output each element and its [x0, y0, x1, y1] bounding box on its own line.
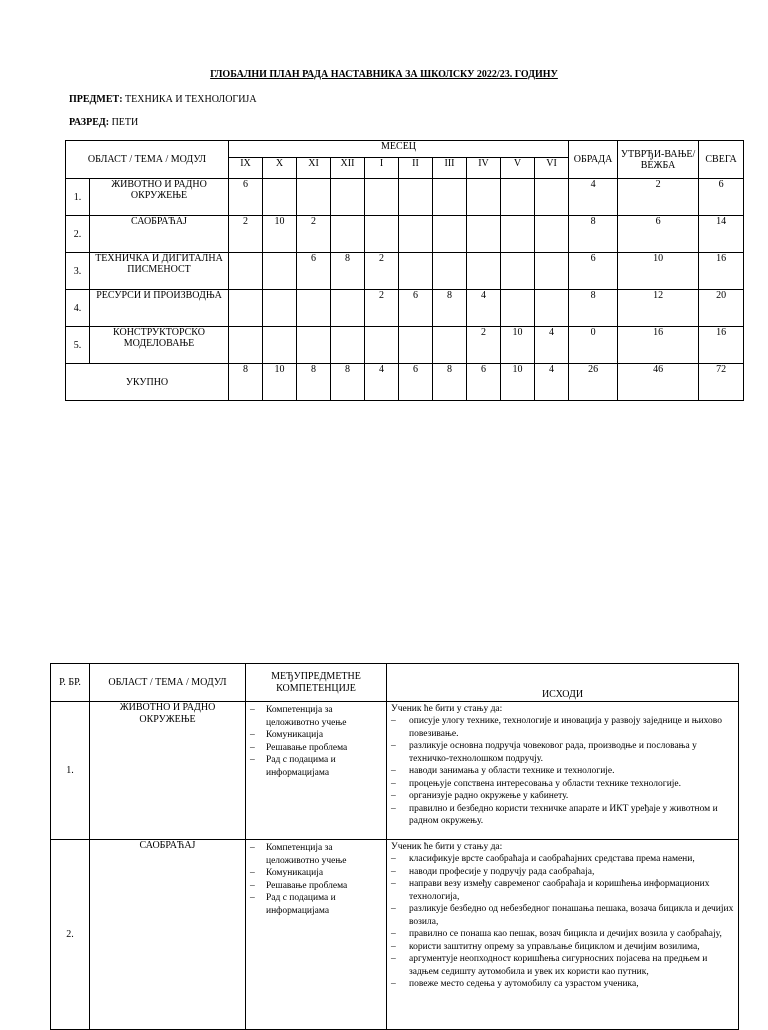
month-total-cell: 8 — [331, 364, 365, 401]
obrada-cell: 4 — [569, 179, 618, 216]
month-cell — [263, 253, 297, 290]
utvr-cell: 12 — [618, 290, 699, 327]
obrada-total-cell: 26 — [569, 364, 618, 401]
total-cell: 14 — [699, 216, 744, 253]
month-header-cell: III — [433, 158, 467, 179]
month-total-cell: 8 — [229, 364, 263, 401]
area-cell: САОБРАЋАЈ — [90, 840, 246, 1030]
month-cell — [297, 290, 331, 327]
utvr-total-cell: 46 — [618, 364, 699, 401]
month-cell — [365, 327, 399, 364]
competence-item: – Рад с подацима и информацијама — [250, 892, 384, 917]
area-cell: ТЕХНИЧКА И ДИГИТАЛНА ПИСМЕНОСТ — [90, 253, 229, 290]
obrada-cell: 8 — [569, 216, 618, 253]
month-cell — [399, 327, 433, 364]
month-cell — [365, 179, 399, 216]
utvr-header: УТВРЂИ-ВАЊЕ/ВЕЖБА — [618, 141, 699, 179]
document-title: ГЛОБАЛНИ ПЛАН РАДА НАСТАВНИКА ЗА ШКОЛСКУ 2022/23. ГОДИНУ — [210, 69, 558, 80]
area-cell: РЕСУРСИ И ПРОИЗВОДЊА — [90, 290, 229, 327]
month-header-cell: II — [399, 158, 433, 179]
grand-total-cell: 72 — [699, 364, 744, 401]
competence-item: – Решавање проблема — [250, 742, 384, 755]
month-cell: 8 — [433, 290, 467, 327]
totals-label: УКУПНО — [66, 364, 229, 401]
month-cell: 2 — [365, 253, 399, 290]
area-cell: ЖИВОТНО И РАДНО ОКРУЖЕЊЕ — [90, 179, 229, 216]
month-cell — [331, 290, 365, 327]
subject-label: ПРЕДМЕТ: — [69, 94, 123, 105]
month-cell — [535, 216, 569, 253]
competence-item: – Комуникација — [250, 729, 384, 742]
competences-list — [250, 704, 384, 779]
competences-header: МЕЂУПРЕДМЕТНЕ КОМПЕТЕНЦИЈЕ — [246, 664, 387, 702]
total-header: СВЕГА — [699, 141, 744, 179]
month-header-cell: VI — [535, 158, 569, 179]
month-total-cell: 4 — [365, 364, 399, 401]
outcome-item: – правилно и безбедно користи техничке апарате и ИКТ уређаје у животном и радном окружењу. — [391, 803, 734, 828]
month-total-cell: 10 — [263, 364, 297, 401]
month-cell: 2 — [297, 216, 331, 253]
outcome-item: – разликује безбедно од небезбедног понашања пешака, возача бицикла и дечијих возила, — [391, 903, 734, 928]
month-total-cell: 6 — [467, 364, 501, 401]
month-cell: 4 — [535, 327, 569, 364]
outcome-item: – користи заштитну опрему за управљање бициклом и дечијим возилима, — [391, 941, 734, 954]
plan-table — [65, 140, 744, 401]
month-cell — [535, 179, 569, 216]
obrada-cell: 0 — [569, 327, 618, 364]
row-number: 4. — [66, 290, 90, 327]
utvr-cell: 2 — [618, 179, 699, 216]
month-cell — [399, 216, 433, 253]
month-header-cell: XII — [331, 158, 365, 179]
utvr-cell: 6 — [618, 216, 699, 253]
outcome-item: – разликује основна подручја човековог рада, производње и пословања у техничко-технолошком подручју. — [391, 740, 734, 765]
month-cell — [229, 290, 263, 327]
month-cell: 4 — [467, 290, 501, 327]
month-cell — [467, 253, 501, 290]
competence-item: – Комуникација — [250, 867, 384, 880]
month-header-cell: I — [365, 158, 399, 179]
outcomes-list — [391, 853, 734, 991]
area-header: ОБЛАСТ / ТЕМА / МОДУЛ — [90, 664, 246, 702]
outcome-item: – правилно се понаша као пешак, возач бицикла и дечијих возила у саобраћају, — [391, 928, 734, 941]
no-header: Р. БР. — [51, 664, 90, 702]
month-cell: 2 — [229, 216, 263, 253]
month-total-cell: 10 — [501, 364, 535, 401]
month-cell — [535, 253, 569, 290]
month-header-cell: XI — [297, 158, 331, 179]
row-number: 1. — [51, 702, 90, 840]
competences-list — [250, 842, 384, 917]
utvr-cell: 16 — [618, 327, 699, 364]
competences-cell — [246, 702, 387, 840]
outcome-item: – класификује врсте саобраћаја и саобраћајних средстава према намени, — [391, 853, 734, 866]
outcomes-cell — [387, 840, 739, 1030]
month-cell — [297, 179, 331, 216]
outcome-item: – аргументује неопходност коришћења сигурносних појасева на предњем и задњем седишту аутомобила и увек их користи као путник, — [391, 953, 734, 978]
month-cell: 10 — [501, 327, 535, 364]
row-number: 2. — [51, 840, 90, 1030]
month-cell — [331, 216, 365, 253]
row-number: 3. — [66, 253, 90, 290]
competences-cell — [246, 840, 387, 1030]
month-cell — [501, 290, 535, 327]
month-header-cell: X — [263, 158, 297, 179]
month-cell — [229, 327, 263, 364]
month-cell — [229, 253, 263, 290]
obrada-cell: 8 — [569, 290, 618, 327]
month-total-cell: 4 — [535, 364, 569, 401]
month-cell: 10 — [263, 216, 297, 253]
outcomes-header: ИСХОДИ — [387, 664, 739, 702]
month-cell — [433, 327, 467, 364]
month-header-cell: V — [501, 158, 535, 179]
month-cell — [263, 327, 297, 364]
plan-row — [66, 179, 744, 216]
plan-row — [66, 216, 744, 253]
grade-line — [69, 117, 138, 128]
month-cell — [297, 327, 331, 364]
total-cell: 20 — [699, 290, 744, 327]
area-cell: КОНСТРУКТОРСКО МОДЕЛОВАЊЕ — [90, 327, 229, 364]
area-header: ОБЛАСТ / ТЕМА / МОДУЛ — [66, 141, 229, 179]
month-cell: 6 — [297, 253, 331, 290]
total-cell: 16 — [699, 327, 744, 364]
outcome-item: – организује радно окружење у кабинету. — [391, 790, 734, 803]
month-header-cell: IV — [467, 158, 501, 179]
outcome-row — [51, 840, 739, 1030]
month-cell — [433, 216, 467, 253]
row-number: 1. — [66, 179, 90, 216]
month-cell: 8 — [331, 253, 365, 290]
row-number: 5. — [66, 327, 90, 364]
month-cell — [467, 216, 501, 253]
competence-item: – Компетенција за целоживотно учење — [250, 842, 384, 867]
month-cell: 2 — [467, 327, 501, 364]
area-cell: ЖИВОТНО И РАДНО ОКРУЖЕЊЕ — [90, 702, 246, 840]
outcome-item: – описује улогу технике, технологије и иновација у развоју заједнице и њихово повезивање. — [391, 715, 734, 740]
outcomes-intro: Ученик ће бити у стању да: — [391, 704, 503, 714]
outcomes-table — [50, 663, 739, 1030]
month-cell — [501, 216, 535, 253]
outcomes-cell — [387, 702, 739, 840]
outcome-item: – направи везу између савременог саобраћаја и коришћења информационих технологија, — [391, 878, 734, 903]
month-cell: 6 — [229, 179, 263, 216]
plan-row — [66, 327, 744, 364]
month-cell — [365, 216, 399, 253]
month-cell — [501, 179, 535, 216]
month-cell — [399, 253, 433, 290]
outcomes-list — [391, 715, 734, 828]
outcome-item: – наводи занимања у области технике и технологије. — [391, 765, 734, 778]
grade-value: ПЕТИ — [111, 117, 139, 128]
month-header-cell: IX — [229, 158, 263, 179]
month-cell — [501, 253, 535, 290]
area-cell: САОБРАЋАЈ — [90, 216, 229, 253]
month-cell — [263, 179, 297, 216]
month-cell — [399, 179, 433, 216]
month-cell — [331, 179, 365, 216]
month-cell — [433, 253, 467, 290]
plan-row — [66, 290, 744, 327]
total-cell: 6 — [699, 179, 744, 216]
utvr-cell: 10 — [618, 253, 699, 290]
total-cell: 16 — [699, 253, 744, 290]
month-cell: 6 — [399, 290, 433, 327]
month-cell — [433, 179, 467, 216]
month-total-cell: 8 — [433, 364, 467, 401]
month-cell — [535, 290, 569, 327]
month-total-cell: 6 — [399, 364, 433, 401]
competence-item: – Компетенција за целоживотно учење — [250, 704, 384, 729]
outcome-row — [51, 702, 739, 840]
month-cell: 2 — [365, 290, 399, 327]
competence-item: – Рад с подацима и информацијама — [250, 754, 384, 779]
outcome-item: – наводи професије у подручју рада саобраћаја, — [391, 866, 734, 879]
obrada-header: ОБРАДА — [569, 141, 618, 179]
row-number: 2. — [66, 216, 90, 253]
grade-label: РАЗРЕД: — [69, 117, 110, 128]
month-cell — [467, 179, 501, 216]
outcomes-intro: Ученик ће бити у стању да: — [391, 842, 503, 852]
month-cell — [263, 290, 297, 327]
month-cell — [331, 327, 365, 364]
month-header: МЕСЕЦ — [229, 141, 569, 158]
obrada-cell: 6 — [569, 253, 618, 290]
subject-value: ТЕХНИКА И ТЕХНОЛОГИЈА — [125, 94, 257, 105]
subject-line — [69, 94, 257, 105]
outcome-item: – процењује сопствена интересовања у области технике технологије. — [391, 778, 734, 791]
outcome-item: – повеже место седења у аутомобилу са узрастом ученика, — [391, 978, 734, 991]
plan-row — [66, 253, 744, 290]
month-total-cell: 8 — [297, 364, 331, 401]
competence-item: – Решавање проблема — [250, 880, 384, 893]
